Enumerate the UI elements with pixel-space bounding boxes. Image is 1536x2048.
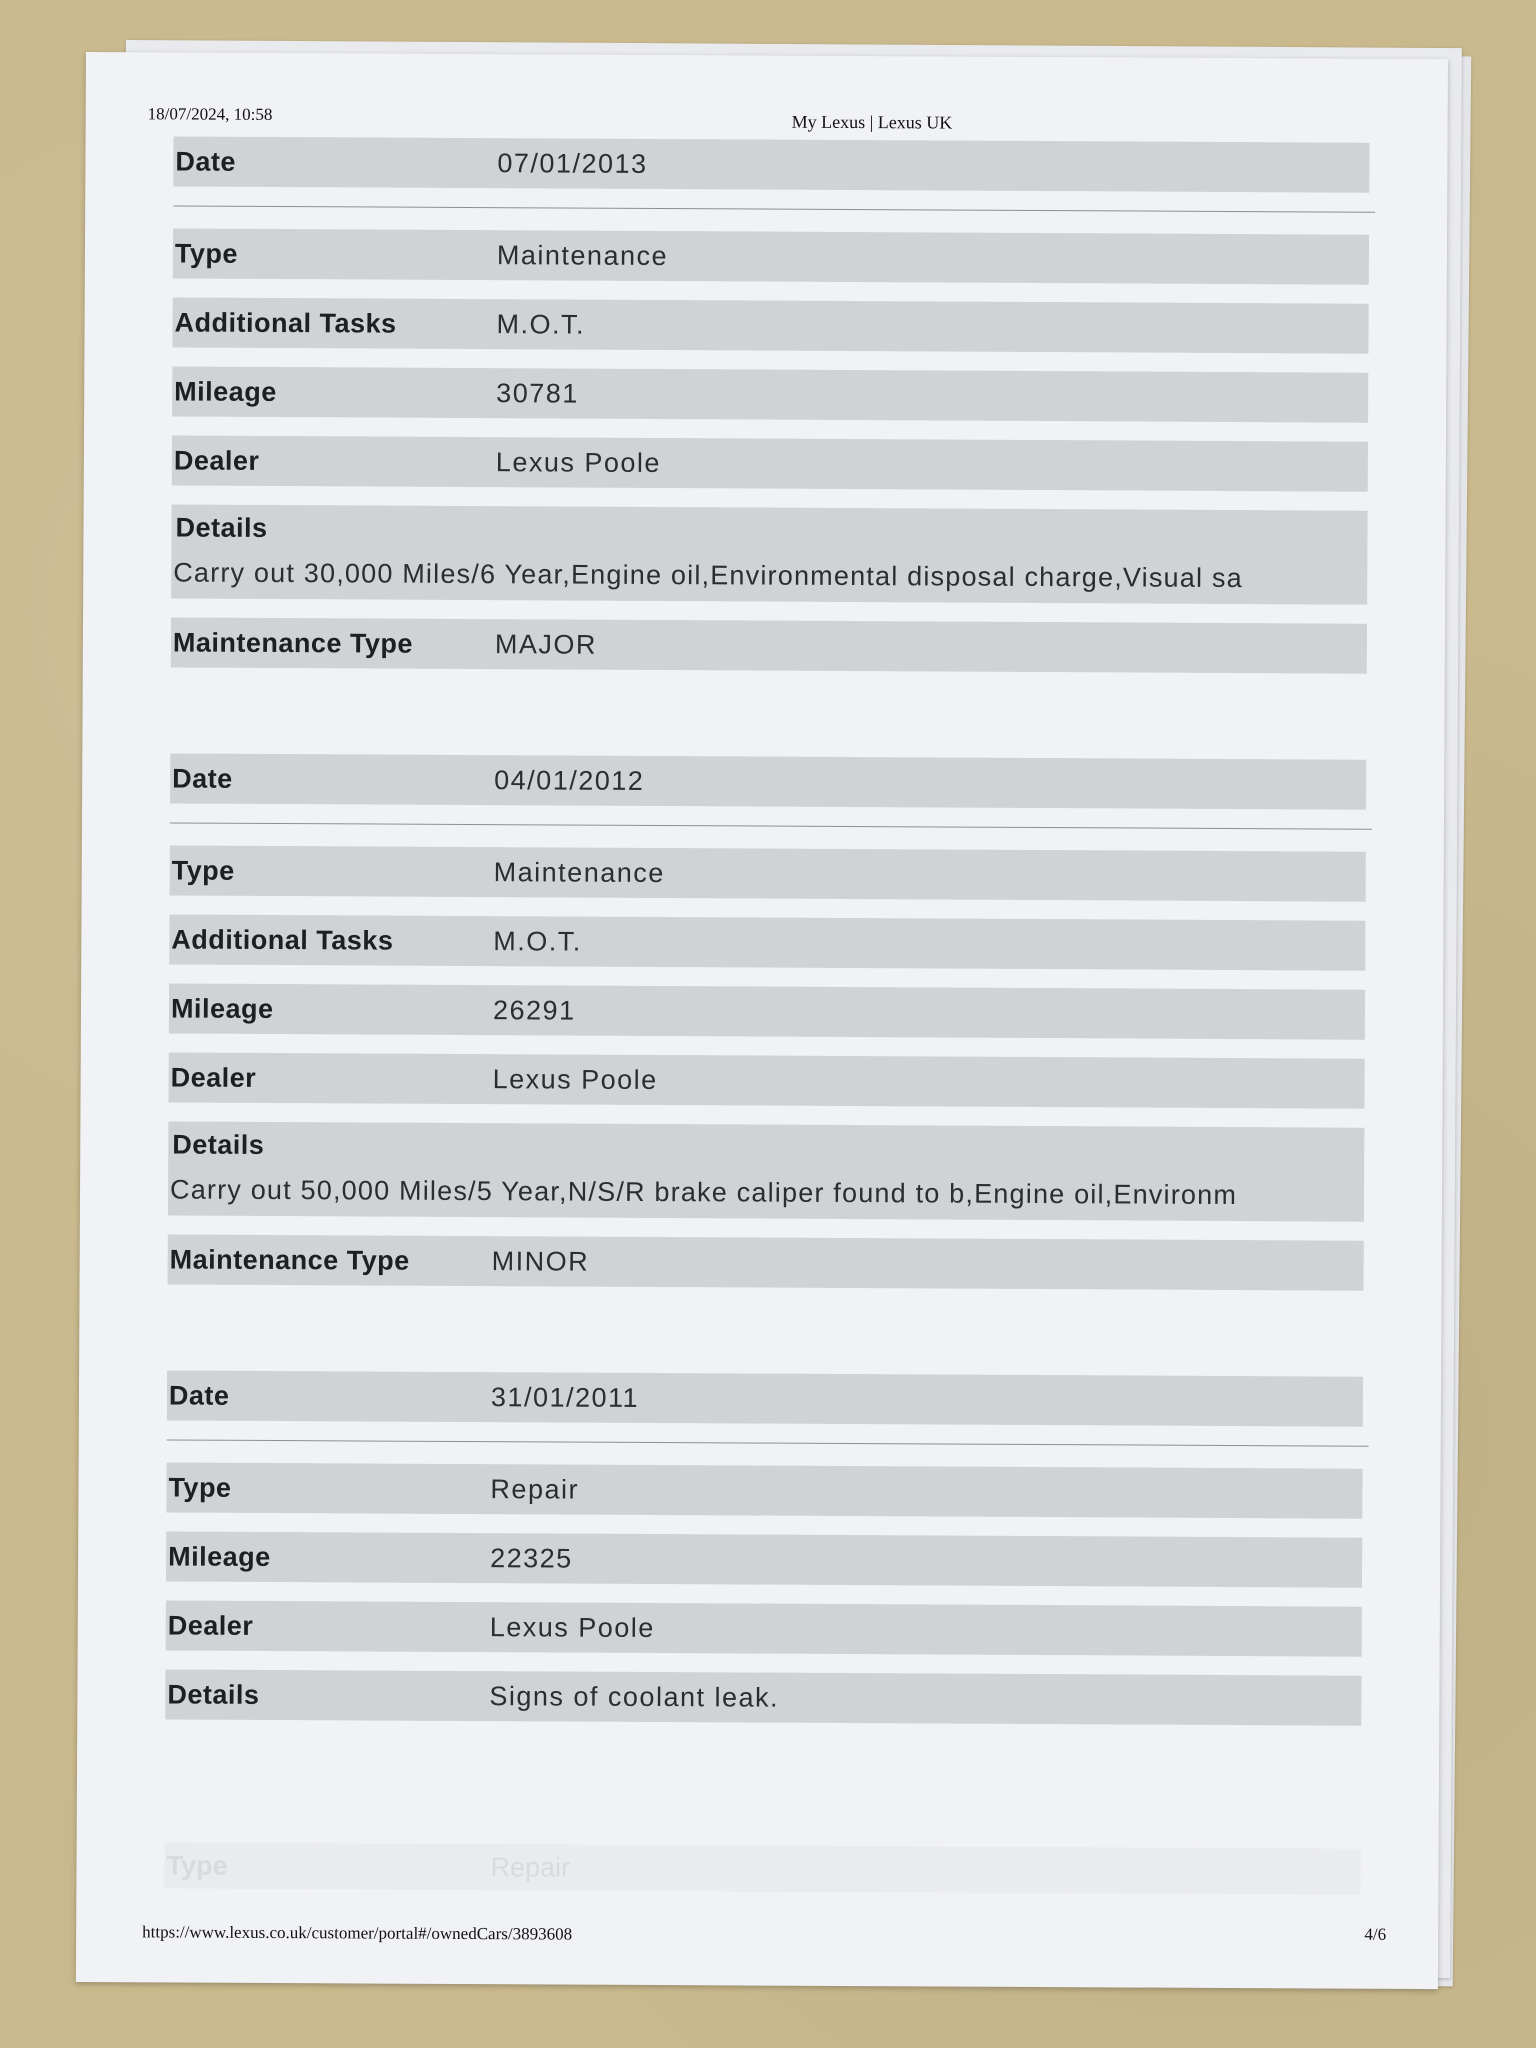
details-label: Details: [175, 512, 268, 543]
dealer-label: Dealer: [173, 444, 260, 476]
details-value: Carry out 50,000 Miles/5 Year,N/S/R brake caliper found to b,Engine oil,Environm: [169, 1174, 1238, 1211]
record-details-row: [168, 1121, 1364, 1221]
service-record: [171, 136, 1370, 673]
details-label: Details: [172, 1129, 265, 1160]
record-dealer-row: [169, 1052, 1365, 1108]
additional-tasks-label: Additional Tasks: [171, 923, 394, 956]
print-date: 18/07/2024, 10:58: [147, 104, 273, 124]
print-url: https://www.lexus.co.uk/customer/portal#/ownedCars/3893608: [142, 1922, 573, 1944]
record-dealer-row: [166, 1600, 1362, 1656]
type-label: Type: [174, 237, 239, 269]
type-value: Maintenance: [493, 856, 665, 888]
mileage-label: Mileage: [170, 992, 274, 1024]
additional-tasks-label: Additional Tasks: [174, 306, 397, 339]
service-records: [165, 136, 1370, 1811]
additional-tasks-value: M.O.T.: [496, 308, 586, 340]
record-mileage-row: [169, 983, 1365, 1039]
date-label: Date: [172, 762, 233, 794]
faded-type-value: Repair: [490, 1851, 571, 1883]
record-divider: [173, 205, 1375, 212]
record-mileage-row: [166, 1531, 1362, 1587]
record-type-row: [166, 1462, 1362, 1518]
maintenance-type-value: MINOR: [491, 1245, 590, 1277]
record-dealer-row: [172, 435, 1368, 491]
print-page-number: 4/6: [1364, 1924, 1387, 1944]
dealer-value: Lexus Poole: [495, 446, 662, 478]
mileage-value: 30781: [496, 377, 579, 409]
details-value: Signs of coolant leak.: [489, 1680, 780, 1713]
record-divider: [167, 1439, 1369, 1446]
mileage-label: Mileage: [168, 1540, 271, 1572]
print-page-title: My Lexus | Lexus UK: [791, 111, 953, 133]
dealer-label: Dealer: [170, 1061, 257, 1093]
service-record: [165, 1370, 1363, 1725]
additional-tasks-value: M.O.T.: [493, 925, 582, 957]
date-value: 31/01/2011: [490, 1381, 640, 1413]
record-mileage-row: [172, 366, 1368, 422]
mileage-value: 26291: [492, 994, 576, 1026]
mileage-value: 22325: [490, 1542, 573, 1574]
details-value: Carry out 30,000 Miles/6 Year,Engine oil,Environmental disposal charge,Visual sa: [173, 557, 1243, 594]
type-value: Maintenance: [496, 239, 669, 271]
maintenance-type-value: MAJOR: [494, 628, 597, 660]
record-maintenance-type-row: [171, 617, 1367, 673]
record-details-row: [171, 504, 1367, 604]
record-date-row: [170, 753, 1366, 809]
record-date-row: [173, 136, 1369, 192]
mileage-label: Mileage: [174, 375, 277, 407]
faded-next-row: [164, 1842, 1360, 1894]
paper-sheet: [76, 52, 1448, 1989]
maintenance-type-label: Maintenance Type: [169, 1243, 410, 1276]
type-label: Type: [171, 854, 235, 886]
record-additional-tasks-row: [172, 297, 1368, 353]
record-date-row: [167, 1370, 1363, 1426]
record-type-row: [170, 845, 1366, 901]
record-divider: [170, 822, 1372, 829]
date-value: 07/01/2013: [497, 147, 648, 179]
date-value: 04/01/2012: [494, 764, 645, 796]
maintenance-type-label: Maintenance Type: [172, 626, 414, 659]
type-value: Repair: [490, 1473, 580, 1505]
dealer-value: Lexus Poole: [492, 1063, 658, 1095]
details-label: Details: [167, 1678, 260, 1710]
record-type-row: [173, 228, 1369, 284]
record-additional-tasks-row: [169, 914, 1365, 970]
date-label: Date: [175, 145, 237, 177]
type-label: Type: [168, 1471, 232, 1503]
dealer-label: Dealer: [167, 1609, 254, 1641]
record-maintenance-type-row: [168, 1234, 1364, 1290]
faded-type-label: Type: [166, 1849, 228, 1881]
service-record: [168, 753, 1367, 1290]
dealer-value: Lexus Poole: [489, 1611, 655, 1643]
date-label: Date: [168, 1379, 230, 1411]
record-details-row: [165, 1669, 1361, 1725]
